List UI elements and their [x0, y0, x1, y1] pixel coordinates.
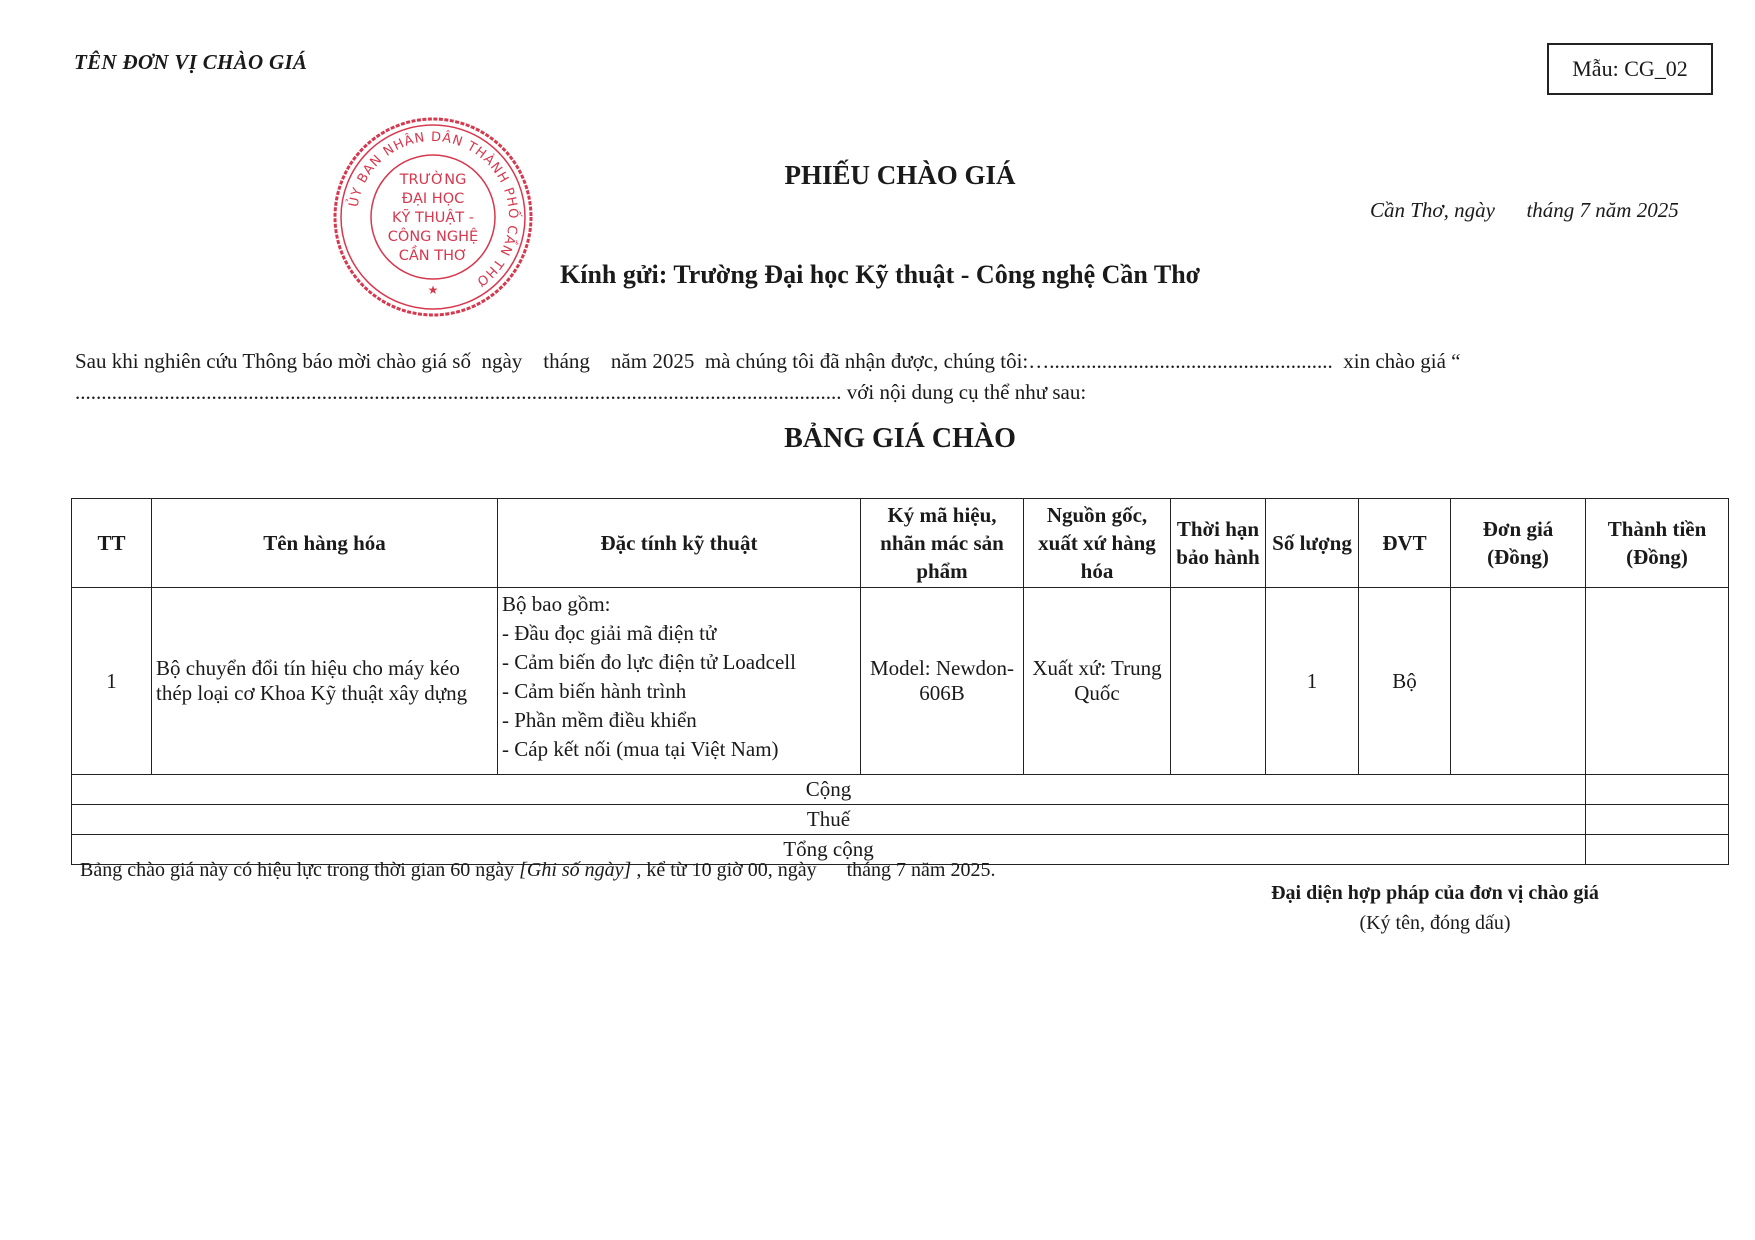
seal-star-icon: ★ [427, 283, 439, 297]
total-label: Tổng cộng [72, 835, 1586, 865]
organization-name: TÊN ĐƠN VỊ CHÀO GIÁ [74, 50, 308, 74]
cell-quantity: 1 [1266, 588, 1359, 775]
recipient-line: Kính gửi: Trường Đại học Kỹ thuật - Công nghệ Cần Thơ [560, 260, 1201, 289]
spec-line: - Phần mềm điều khiển [502, 708, 697, 732]
validity-statement [80, 859, 995, 882]
seal-line-5: CẦN THƠ [398, 248, 468, 264]
header-origin: Nguồn gốc, xuất xứ hàng hóa [1024, 499, 1171, 588]
official-seal [330, 114, 536, 320]
document-title: PHIẾU CHÀO GIÁ [784, 160, 1016, 190]
spec-line: - Cảm biến đo lực điện tử Loadcell [502, 650, 796, 674]
cell-model: Model: Newdon-606B [861, 588, 1024, 775]
validity-text-pre: Bảng chào giá này có hiệu lực trong thời gian 60 ngày [80, 859, 520, 881]
header-unit-price: Đơn giá (Đồng) [1451, 499, 1586, 588]
signer-note: (Ký tên, đóng dấu) [1359, 912, 1511, 934]
subtotal-label: Cộng [72, 775, 1586, 805]
subtotal-row [72, 775, 1729, 805]
spec-line: - Cáp kết nối (mua tại Việt Nam) [502, 737, 779, 761]
table-title: BẢNG GIÁ CHÀO [784, 423, 1016, 454]
header-warranty: Thời hạn bảo hành [1171, 499, 1266, 588]
spec-line: - Đầu đọc giải mã điện tử [502, 621, 717, 645]
header-specification: Đặc tính kỹ thuật [498, 499, 861, 588]
subtotal-value [1586, 775, 1729, 805]
header-amount: Thành tiền (Đồng) [1586, 499, 1729, 588]
tax-label: Thuế [72, 805, 1586, 835]
validity-placeholder: [Ghi số ngày] [519, 859, 632, 881]
seal-line-2: ĐẠI HỌC [401, 191, 465, 207]
cell-warranty [1171, 588, 1266, 775]
intro-line-1: Sau khi nghiên cứu Thông báo mời chào giá số ngày tháng năm 2025 mà chúng tôi đã nhận được, chúng tôi:…...................................................... xin chào giá “ [75, 349, 1461, 373]
header-tt: TT [72, 499, 152, 588]
cell-specification [498, 588, 861, 775]
table-header-row [72, 499, 1729, 588]
cell-unit: Bộ [1359, 588, 1451, 775]
validity-text-post: , kể từ 10 giờ 00, ngày tháng 7 năm 2025. [631, 859, 996, 881]
cell-tt: 1 [72, 588, 152, 775]
seal-line-4: CÔNG NGHỆ [387, 229, 479, 245]
header-model: Ký mã hiệu, nhãn mác sản phẩm [861, 499, 1024, 588]
header-item-name: Tên hàng hóa [152, 499, 498, 588]
signer-title: Đại diện hợp pháp của đơn vị chào giá [1271, 882, 1599, 904]
total-value [1586, 835, 1729, 865]
form-code-box: Mẫu: CG_02 [1547, 43, 1713, 95]
header-quantity: Số lượng [1266, 499, 1359, 588]
date-line: Cần Thơ, ngày tháng 7 năm 2025 [1370, 198, 1679, 222]
cell-item-name: Bộ chuyển đổi tín hiệu cho máy kéo thép loại cơ Khoa Kỹ thuật xây dựng [152, 588, 498, 775]
seal-ring-text: ỦY BAN NHÂN DÂN THÀNH PHỐ CẦN THƠ [346, 129, 521, 291]
header-unit: ĐVT [1359, 499, 1451, 588]
seal-line-1: TRƯỜNG [399, 172, 467, 188]
cell-unit-price [1451, 588, 1586, 775]
cell-origin: Xuất xứ: Trung Quốc [1024, 588, 1171, 775]
seal-line-3: KỸ THUẬT - [392, 210, 474, 226]
price-quote-table [71, 498, 1729, 865]
spec-line: - Cảm biến hành trình [502, 679, 687, 703]
table-row [72, 588, 1729, 775]
spec-line: Bộ bao gồm: [502, 592, 611, 616]
tax-value [1586, 805, 1729, 835]
intro-line-2: .................................................................................................................................................. với nội dung cụ thể như sau: [75, 380, 1087, 404]
tax-row [72, 805, 1729, 835]
cell-amount [1586, 588, 1729, 775]
